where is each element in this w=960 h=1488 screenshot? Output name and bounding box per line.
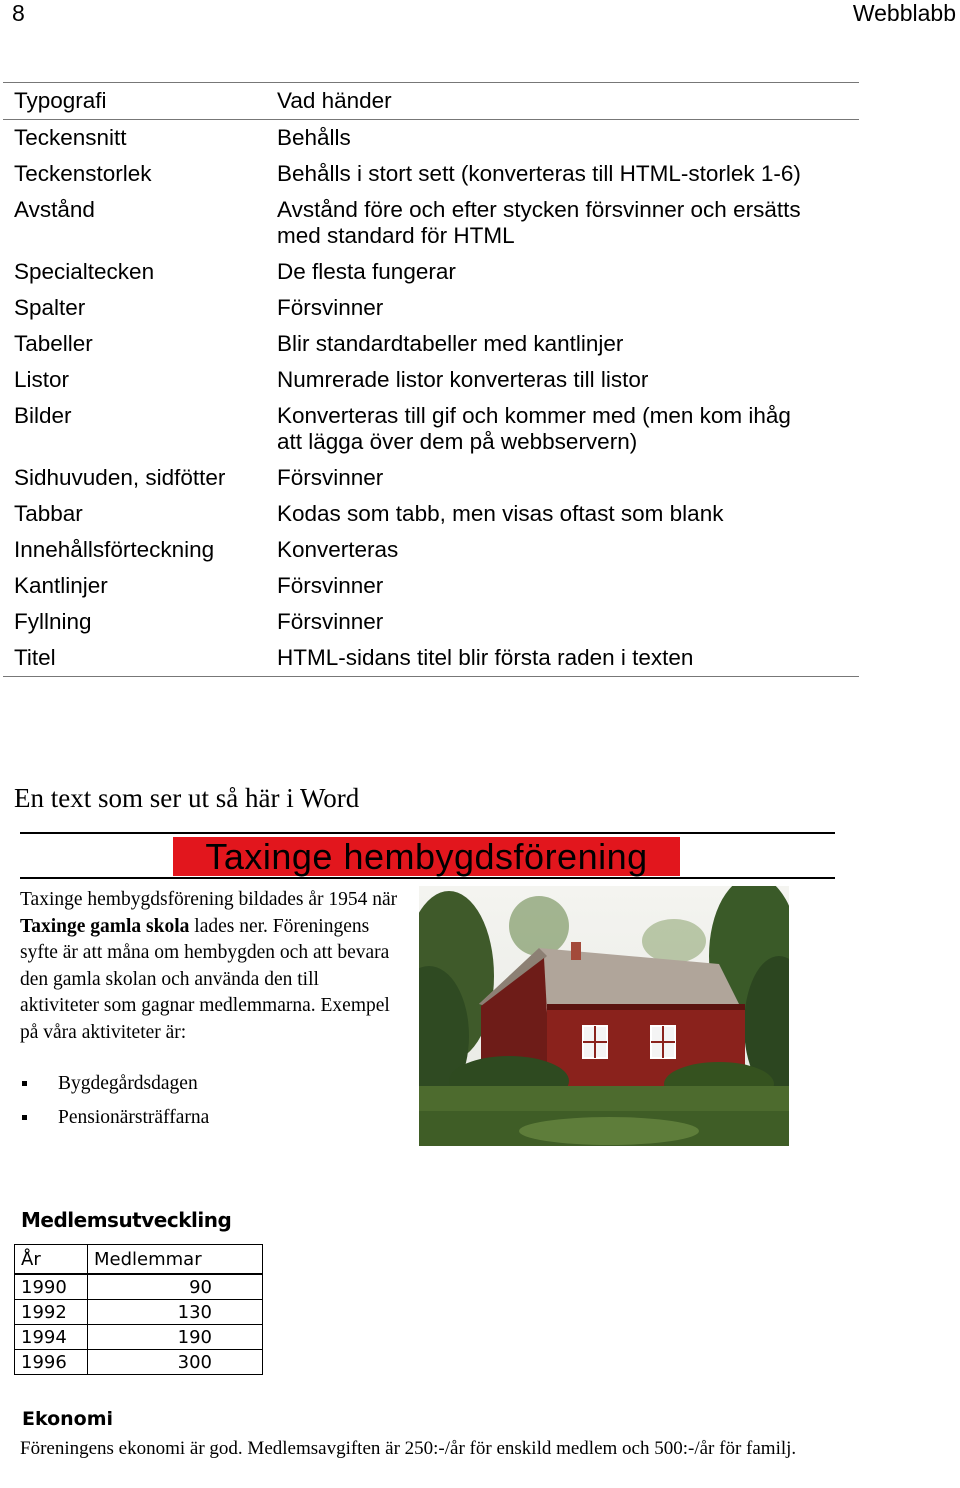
list-item-label: Pensionärsträffarna (58, 1107, 210, 1128)
economy-heading: Ekonomi (22, 1408, 114, 1430)
table-row (3, 568, 859, 604)
result-cell: Konverteras till gif och kommer med (men kom ihåg att lägga över dem på webbservern) (277, 403, 791, 454)
members-heading: Medlemsutveckling (21, 1208, 232, 1232)
result-cell: Försvinner (277, 295, 384, 320)
members-cell: 190 (88, 1325, 263, 1350)
table-row (3, 398, 859, 460)
table-row (3, 192, 859, 254)
column-header-medlemmar: Medlemmar (88, 1245, 263, 1275)
page-number: 8 (12, 0, 25, 26)
table-row (3, 156, 859, 192)
result-cell: Behålls (277, 125, 351, 150)
house-illustration (419, 886, 789, 1146)
intro-paragraph (20, 887, 400, 1046)
typography-cell: Teckenstorlek (14, 161, 152, 186)
result-cell: Kodas som tabb, men visas oftast som blank (277, 501, 724, 526)
column-header-ar: År (15, 1245, 88, 1275)
members-table (14, 1244, 263, 1375)
column-header-typografi: Typografi (14, 88, 107, 113)
members-cell: 90 (88, 1274, 263, 1300)
top-rule (20, 832, 835, 834)
table-row (15, 1300, 263, 1325)
column-header-vad-hander: Vad händer (277, 88, 392, 113)
table-row (3, 604, 859, 640)
result-cell: Numrerade listor konverteras till listor (277, 367, 649, 392)
typography-cell: Bilder (14, 403, 72, 428)
typography-cell: Sidhuvuden, sidfötter (14, 465, 226, 490)
table-row (3, 326, 859, 362)
table-row (3, 640, 859, 677)
year-cell: 1990 (15, 1274, 88, 1300)
typography-cell: Tabbar (14, 501, 83, 526)
economy-paragraph: Föreningens ekonomi är god. Medlemsavgiften är 250:-/år för enskild medlem och 500:-/år för familj. (20, 1438, 797, 1459)
bottom-rule (20, 877, 835, 879)
activity-list (20, 1070, 209, 1138)
banner-title: Taxinge hembygdsförening (173, 837, 680, 876)
table-row (15, 1350, 263, 1375)
table-row (3, 290, 859, 326)
intro-text-start: Taxinge hembygdsförening bildades år 1954 när (20, 889, 398, 910)
result-cell: Försvinner (277, 609, 384, 634)
result-cell: HTML-sidans titel blir första raden i texten (277, 645, 694, 670)
members-table-body (15, 1274, 263, 1375)
list-item-label: Bygdegårdsdagen (58, 1073, 198, 1094)
year-cell: 1994 (15, 1325, 88, 1350)
result-cell: Blir standardtabeller med kantlinjer (277, 331, 624, 356)
table-row (15, 1325, 263, 1350)
table-row (3, 532, 859, 568)
result-cell: Försvinner (277, 465, 384, 490)
running-head: Webblabb (852, 0, 956, 26)
result-cell: Försvinner (277, 573, 384, 598)
intro-text-end: lades ner. Föreningens syfte är att måna om hembygden och att bevara den gamla skolan och använda den till aktiviteter som gagnar medlemmarna. Exempel på våra aktiviteter är: (20, 915, 390, 1043)
typography-cell: Specialtecken (14, 259, 155, 284)
typography-cell: Kantlinjer (14, 573, 108, 598)
table-row (3, 460, 859, 496)
table-row (3, 254, 859, 290)
result-cell: De flesta fungerar (277, 259, 456, 284)
list-item (20, 1070, 209, 1104)
typography-cell: Spalter (14, 295, 86, 320)
table-header-row (3, 83, 859, 120)
bullet-icon (22, 1115, 27, 1120)
typography-cell: Listor (14, 367, 70, 392)
result-cell: Avstånd före och efter stycken försvinner och ersätts med standard för HTML (277, 197, 801, 248)
table-row (15, 1274, 263, 1300)
typography-table (3, 82, 859, 677)
result-cell: Behålls i stort sett (konverteras till HTML-storlek 1-6) (277, 161, 801, 186)
section-caption: En text som ser ut så här i Word (14, 783, 360, 813)
members-cell: 300 (88, 1350, 263, 1375)
bullet-icon (22, 1081, 27, 1086)
typography-cell: Innehållsförteckning (14, 537, 215, 562)
year-cell: 1996 (15, 1350, 88, 1375)
typography-cell: Titel (14, 645, 56, 670)
table-row (3, 496, 859, 532)
school-house-photo (419, 886, 789, 1146)
result-cell: Konverteras (277, 537, 399, 562)
typography-cell: Tabeller (14, 331, 93, 356)
typography-cell: Fyllning (14, 609, 92, 634)
members-header-row (15, 1245, 263, 1275)
list-item (20, 1104, 209, 1138)
intro-bold-text: Taxinge gamla skola (20, 915, 190, 937)
typography-cell: Avstånd (14, 197, 95, 222)
year-cell: 1992 (15, 1300, 88, 1325)
table-row (3, 362, 859, 398)
typography-cell: Teckensnitt (14, 125, 127, 150)
members-cell: 130 (88, 1300, 263, 1325)
table-row (3, 120, 859, 157)
word-sample (0, 820, 960, 1488)
typography-table-body (3, 120, 859, 677)
